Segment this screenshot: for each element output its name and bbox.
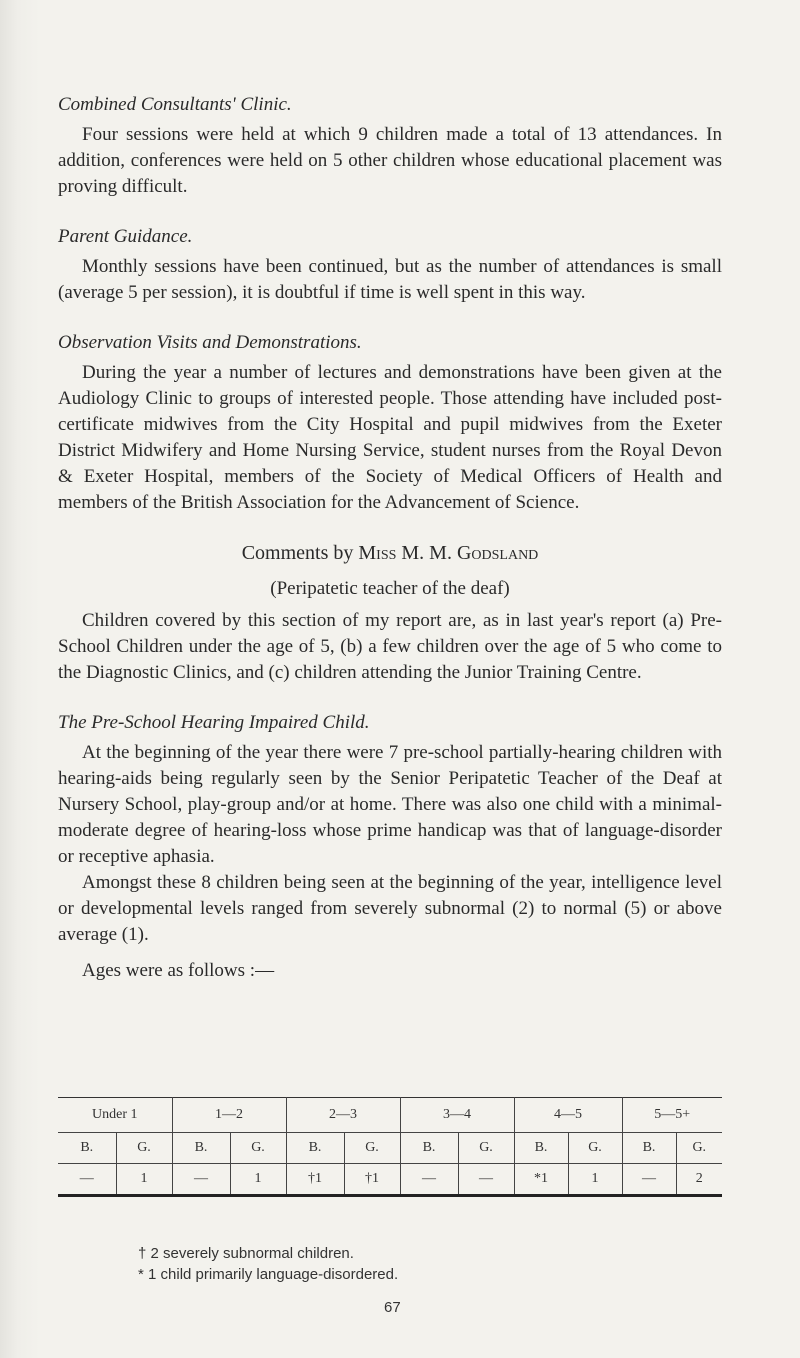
- table-cell: †1: [286, 1164, 344, 1196]
- table-subheader: G.: [116, 1133, 172, 1164]
- table-cell: *1: [514, 1164, 568, 1196]
- footnotes: [138, 1243, 398, 1285]
- footnote-dagger: † 2 severely subnormal children.: [138, 1245, 354, 1262]
- table-group-header-row: [58, 1098, 722, 1133]
- table-subheader: G.: [344, 1133, 400, 1164]
- heading-observation-visits: Observation Visits and Demonstrations.: [58, 332, 362, 353]
- table-subheader: G.: [568, 1133, 622, 1164]
- table-subheader: G.: [676, 1133, 722, 1164]
- table-cell: —: [622, 1164, 676, 1196]
- comments-title-prefix: Comments by: [241, 542, 359, 564]
- table-subheader-row: [58, 1133, 722, 1164]
- page-number: 67: [384, 1299, 401, 1316]
- table-row: [58, 1164, 722, 1196]
- heading-combined-clinic: Combined Consultants' Clinic.: [58, 94, 292, 115]
- paragraph-preschool-2: Amongst these 8 children being seen at the beginning of the year, intelligence level or developmental levels ranged from severely subnormal (2) to normal (5) or above average (1).: [58, 872, 722, 945]
- table-group-header: Under 1: [92, 1107, 138, 1122]
- section-observation-visits: [58, 330, 722, 516]
- table-subheader: B.: [400, 1133, 458, 1164]
- table-subheader: B.: [286, 1133, 344, 1164]
- table-subheader: G.: [458, 1133, 514, 1164]
- document-body: [58, 92, 722, 1008]
- section-parent-guidance: [58, 224, 722, 306]
- paragraph-preschool-1: At the beginning of the year there were 7 pre-school partially-hearing children with hearing-aids being regularly seen by the Senior Peripatetic Teacher of the Deaf at Nursery School, play-group and/or at home. There was also one child with a minimal-moderate degree of hearing-loss whose prime handicap was that of language-disorder or receptive aphasia.: [58, 742, 722, 867]
- table-group-header: 2—3: [286, 1098, 400, 1133]
- table-subheader: B.: [514, 1133, 568, 1164]
- table-cell: 1: [116, 1164, 172, 1196]
- heading-preschool: The Pre-School Hearing Impaired Child.: [58, 712, 370, 733]
- table-cell: 1: [230, 1164, 286, 1196]
- comments-subtitle: (Peripatetic teacher of the deaf): [270, 578, 510, 599]
- heading-parent-guidance: Parent Guidance.: [58, 226, 193, 247]
- table-cell: 2: [676, 1164, 722, 1196]
- paragraph-comments: Children covered by this section of my report are, as in last year's report (a) Pre-School Children under the age of 5, (b) a few children over the age of 5 who come to the Diagnostic Clinics, and (c) children attending the Junior Training Centre.: [58, 610, 722, 683]
- section-comments: [58, 540, 722, 686]
- table-group-header: 4—5: [514, 1098, 622, 1133]
- table-group-header: 3—4: [400, 1098, 514, 1133]
- table-cell: 1: [568, 1164, 622, 1196]
- table-cell: —: [458, 1164, 514, 1196]
- table-cell: —: [400, 1164, 458, 1196]
- table-cell: —: [172, 1164, 230, 1196]
- paragraph-combined-clinic: Four sessions were held at which 9 children made a total of 13 attendances. In addition, conferences were held on 5 other children whose educational placement was proving difficult.: [58, 124, 722, 197]
- section-preschool: [58, 710, 722, 984]
- comments-title: [58, 540, 722, 566]
- table-subheader: B.: [622, 1133, 676, 1164]
- ages-table: [58, 1097, 722, 1197]
- table-subheader: B.: [172, 1133, 230, 1164]
- comments-author: Miss M. M. Godsland: [358, 542, 539, 564]
- footnote-asterisk: * 1 child primarily language-disordered.: [138, 1266, 399, 1283]
- table-group-header: 5—5+: [622, 1098, 722, 1133]
- table-subheader: G.: [230, 1133, 286, 1164]
- ages-intro: Ages were as follows :—: [82, 960, 275, 981]
- paragraph-observation-visits: During the year a number of lectures and demonstrations have been given at the Audiology Clinic to groups of interested people. Those attending have included post-certificate midwives from the City Hospital and pupil midwives from the Exeter District Midwifery and Home Nursing Service, student nurses from the Royal Devon & Exeter Hospital, members of the Society of Medical Officers of Health and members of the British Association for the Advancement of Science.: [58, 362, 722, 513]
- table-subheader: B.: [58, 1133, 116, 1164]
- section-combined-clinic: [58, 92, 722, 200]
- table-cell: —: [58, 1164, 116, 1196]
- table-cell: †1: [344, 1164, 400, 1196]
- paragraph-parent-guidance: Monthly sessions have been continued, but as the number of attendances is small (average 5 per session), it is doubtful if time is well spent in this way.: [58, 256, 722, 303]
- table-group-header: 1—2: [172, 1098, 286, 1133]
